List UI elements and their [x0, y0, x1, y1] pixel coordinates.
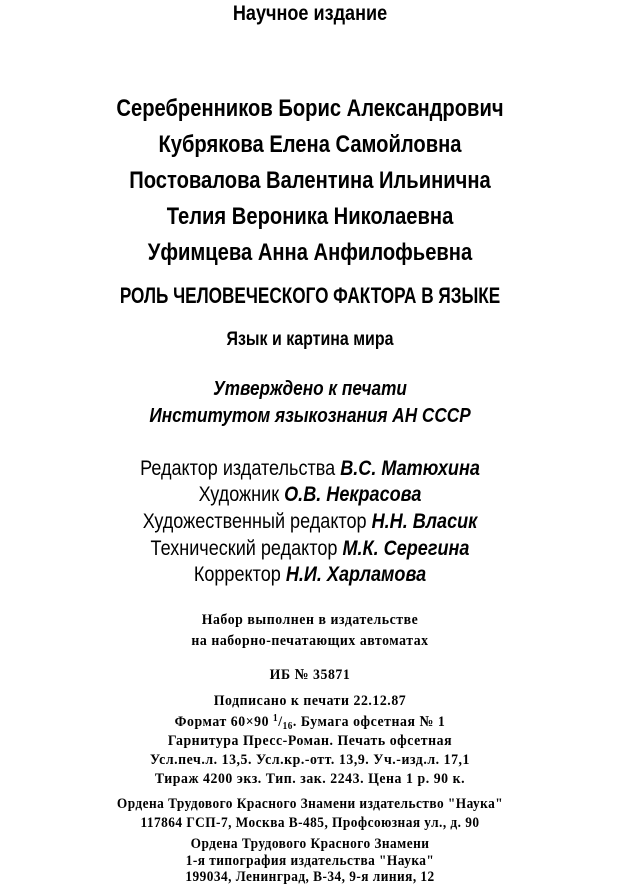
approval-institution: Институтом языкознания АН СССР [149, 405, 471, 427]
credit-name: В.С. Матюхина [340, 457, 480, 480]
credit-name: Н.И. Харламова [285, 563, 427, 586]
author-name: Постовалова Валентина Ильинична [129, 167, 491, 194]
printer-address: 199034, Ленинград, В-34, 9-я линия, 12 [185, 869, 435, 885]
credit-role: Корректор [193, 563, 281, 586]
approval-line: Утверждено к печати [213, 378, 407, 400]
publisher-name: Ордена Трудового Красного Знамени издательство "Наука" [116, 796, 504, 812]
typesetting-note: на наборно-печатающих автоматах [191, 633, 429, 649]
credit-role: Технический редактор [150, 537, 338, 560]
publisher-address: 117864 ГСП-7, Москва В-485, Профсоюзная ул., д. 90 [140, 815, 480, 831]
sheets-line: Усл.печ.л. 13,5. Усл.кр.-отт. 13,9. Уч.-изд.л. 17,1 [149, 752, 471, 768]
credit-name: Н.Н. Власик [371, 510, 478, 533]
book-subtitle: Язык и картина мира [226, 329, 394, 350]
book-title: РОЛЬ ЧЕЛОВЕЧЕСКОГО ФАКТОРА В ЯЗЫКЕ [119, 283, 501, 308]
credit-line [43, 483, 576, 507]
credit-line [43, 563, 576, 587]
signed-date: Подписано к печати 22.12.87 [213, 693, 407, 709]
printer-name: Ордена Трудового Красного Знамени [190, 836, 430, 852]
format-numerator: 1 [273, 713, 279, 724]
author-name: Серебренников Борис Александрович [116, 95, 504, 122]
author-name: Телия Вероника Николаевна [166, 203, 454, 230]
author-name: Кубрякова Елена Самойловна [158, 131, 462, 158]
credit-role: Художник [198, 483, 280, 506]
credit-role: Художественный редактор [142, 510, 367, 533]
format-line: Формат 60×90 $^1/_{16}$. Бумага офсетная № 1 [174, 713, 446, 732]
typeface-line: Гарнитура Пресс-Роман. Печать офсетная [167, 733, 453, 749]
credit-line [43, 457, 576, 481]
typesetting-note: Набор выполнен в издательстве [201, 612, 419, 628]
credit-role: Редактор издательства [140, 457, 336, 480]
printer-house: 1-я типография издательства "Наука" [185, 853, 435, 869]
ib-number: ИБ № 35871 [269, 667, 351, 683]
format-denominator: 16 [282, 721, 293, 732]
credit-name: О.В. Некрасова [284, 483, 422, 506]
credit-line [43, 510, 576, 534]
credit-name: М.К. Серегина [342, 537, 470, 560]
credit-line [43, 537, 576, 561]
edition-type-heading: Научное издание [232, 2, 388, 25]
print-run-line: Тираж 4200 экз. Тип. зак. 2243. Цена 1 р. 90 к. [154, 771, 466, 787]
format-suffix: . Бумага офсетная № 1 [292, 714, 446, 730]
format-prefix: Формат 60×90 [174, 714, 270, 730]
author-name: Уфимцева Анна Анфилофьевна [147, 239, 473, 266]
